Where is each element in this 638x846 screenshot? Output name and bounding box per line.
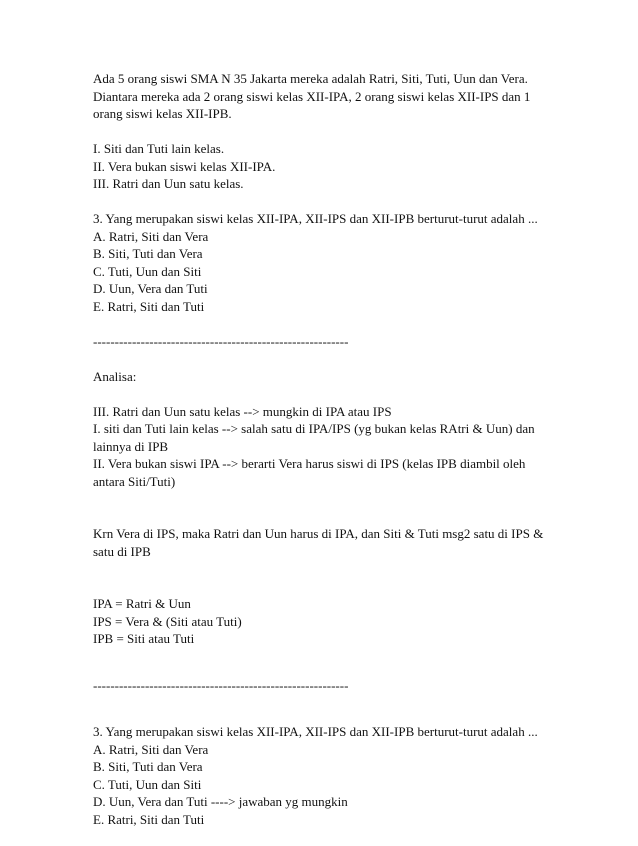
document-page [93, 70, 563, 846]
clue-item: I. Siti dan Tuti lain kelas. [93, 141, 225, 156]
clue-item: II. Vera bukan siswi kelas XII-IPA. [93, 158, 276, 174]
analysis-point: I. siti dan Tuti lain kelas --> salah satu di IPA/IPS (yg bukan kelas RAtri & Uun) dan [93, 421, 535, 436]
question-1 [93, 210, 563, 315]
answer-option: D. Uun, Vera dan Tuti [93, 281, 208, 296]
analysis-heading: Analisa: [93, 368, 137, 384]
answer-option: B. Siti, Tuti dan Vera [93, 759, 203, 774]
intro-line: orang siswi kelas XII-IPB. [93, 106, 232, 121]
answer-option: A. Ratri, Siti dan Vera [93, 741, 209, 757]
result-line: IPB = Siti atau Tuti [93, 631, 195, 646]
result-line: IPS = Vera & (Siti atau Tuti) [93, 613, 242, 629]
separator-line: ----------------------------------------------------------- [93, 677, 349, 693]
analysis-conclusion [93, 525, 563, 560]
question-text: 3. Yang merupakan siswi kelas XII-IPA, XII-IPS dan XII-IPB berturut-turut adalah ... [93, 724, 538, 739]
question-2 [93, 723, 563, 828]
answer-option: C. Tuti, Uun dan Siti [93, 263, 202, 279]
analysis-heading-block [93, 368, 563, 386]
intro-paragraph [93, 70, 563, 123]
answer-option: D. Uun, Vera dan Tuti ----> jawaban yg mungkin [93, 794, 348, 809]
answer-option: E. Ratri, Siti dan Tuti [93, 811, 205, 827]
answer-option: B. Siti, Tuti dan Vera [93, 246, 203, 261]
analysis-point: III. Ratri dan Uun satu kelas --> mungkin di IPA atau IPS [93, 403, 392, 419]
analysis-point: lainnya di IPB [93, 438, 169, 454]
clues-list [93, 140, 563, 193]
answer-option: E. Ratri, Siti dan Tuti [93, 298, 205, 314]
analysis-point: antara Siti/Tuti) [93, 473, 176, 489]
intro-line: Ada 5 orang siswi SMA N 35 Jakarta mereka adalah Ratri, Siti, Tuti, Uun dan Vera. [93, 71, 528, 86]
separator-line: ----------------------------------------------------------- [93, 333, 349, 349]
analysis-point: II. Vera bukan siswi IPA --> berarti Vera harus siswi di IPS (kelas IPB diambil oleh [93, 456, 526, 471]
conclusion-line: Krn Vera di IPS, maka Ratri dan Uun harus di IPA, dan Siti & Tuti msg2 satu di IPS & [93, 526, 544, 541]
analysis-result [93, 595, 563, 648]
analysis-points [93, 403, 563, 491]
answer-option: A. Ratri, Siti dan Vera [93, 228, 209, 244]
question-text: 3. Yang merupakan siswi kelas XII-IPA, XII-IPS dan XII-IPB berturut-turut adalah ... [93, 211, 538, 226]
intro-line: Diantara mereka ada 2 orang siswi kelas XII-IPA, 2 orang siswi kelas XII-IPS dan 1 [93, 88, 531, 104]
conclusion-line: satu di IPB [93, 543, 151, 559]
result-line: IPA = Ratri & Uun [93, 596, 191, 611]
answer-option: C. Tuti, Uun dan Siti [93, 776, 202, 792]
clue-item: III. Ratri dan Uun satu kelas. [93, 176, 244, 191]
